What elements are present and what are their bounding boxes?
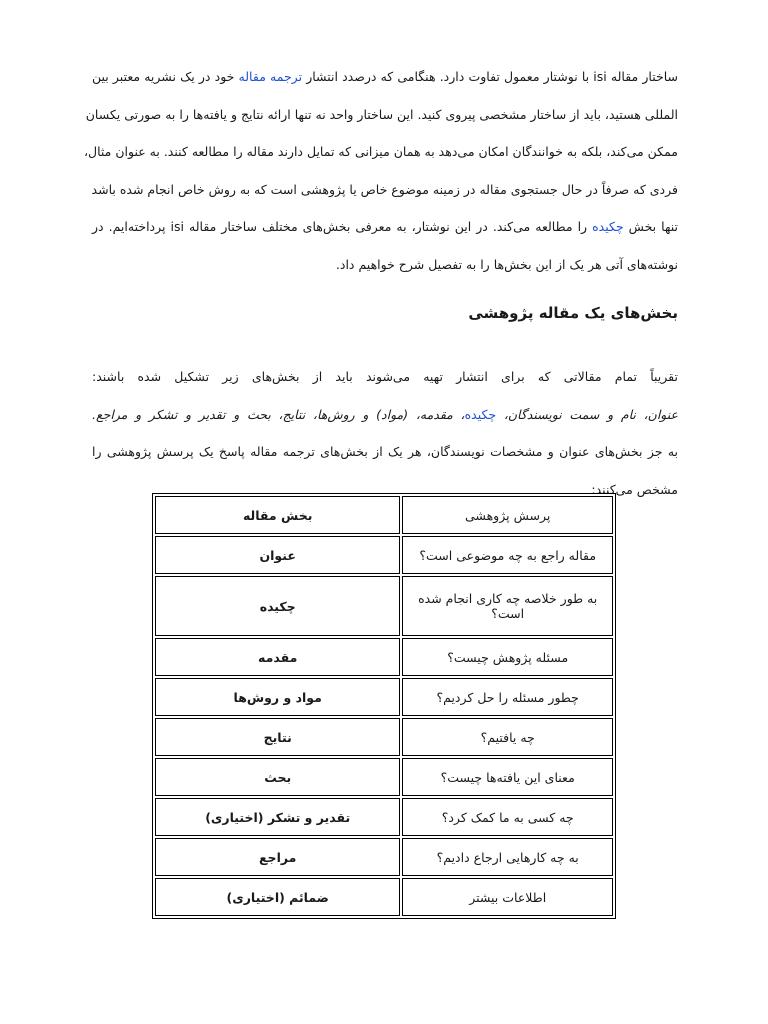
text-run: عنوان، نام و سمت نویسندگان، — [496, 406, 678, 422]
text-line — [92, 171, 678, 209]
text-line — [92, 58, 678, 96]
inline-link[interactable]: چکیده — [464, 406, 497, 422]
text-run: تقریباً تمام مقالاتی که برای انتشار تهیه می‌شوند باید از بخش‌های زیر تشکیل شده باشند: — [92, 369, 678, 384]
text-run: ممکن می‌کند، بلکه به خوانندگان امکان می‌دهد به همان میزانی که تمایل دارند مقاله را مطالعه کنند. به عنوان مثال، — [83, 144, 678, 159]
text-run: ، مقدمه، (مواد) و روش‌ها، نتایج، بحث و تقدیر و تشکر و مراجع. — [92, 406, 465, 422]
text-run: پرداخته‌ایم. در — [92, 219, 171, 234]
sections-table — [152, 493, 616, 919]
question-cell: مسئله پژوهش چیست؟ — [402, 638, 613, 676]
inline-link[interactable]: چکیده — [592, 219, 624, 234]
isi-term: isi — [170, 219, 184, 234]
table-row — [155, 536, 613, 574]
text-run: به جز بخش‌های عنوان و مشخصات نویسندگان، هر یک از بخش‌های ترجمه مقاله پاسخ یک پرسش پژوهشی را — [92, 444, 678, 459]
intro-paragraph — [83, 58, 678, 283]
text-run: فردی که صرفاً در حال جستجوی مقاله در زمینه موضوع خاص یا پژوهشی است که به روش خاص انجام شده باشد — [91, 181, 678, 197]
section-cell: ضمائم (اختیاری) — [155, 878, 400, 916]
text-line — [92, 396, 678, 434]
text-line — [83, 133, 678, 171]
table-header-row — [155, 496, 613, 534]
text-run: تنها بخش — [623, 219, 678, 234]
section-cell: بحث — [155, 758, 400, 796]
question-cell: چه کسی به ما کمک کرد؟ — [402, 798, 613, 836]
question-cell: به طور خلاصه چه کاری انجام شده است؟ — [402, 576, 613, 636]
question-cell: چطور مسئله را حل کردیم؟ — [402, 678, 613, 716]
question-cell: چه یافتیم؟ — [402, 718, 613, 756]
question-cell: مقاله راجع به چه موضوعی است؟ — [402, 536, 613, 574]
text-line — [92, 246, 678, 284]
sections-paragraph — [92, 358, 678, 508]
header-section-cell: بخش مقاله — [155, 496, 400, 534]
question-cell: معنای این یافته‌ها چیست؟ — [402, 758, 613, 796]
section-cell: مقدمه — [155, 638, 400, 676]
text-run: ساختار مقاله — [606, 69, 678, 84]
section-cell: مواد و روش‌ها — [155, 678, 400, 716]
text-run: المللی هستید، باید از ساختار مشخصی پیروی کنید. این ساختار واحد نه تنها ارائه نتایج و یافته‌ها را به صورتی یکسان — [85, 106, 678, 122]
table-row — [155, 718, 613, 756]
question-cell: به چه کارهایی ارجاع دادیم؟ — [402, 838, 613, 876]
table-row — [155, 798, 613, 836]
table-row — [155, 678, 613, 716]
text-run: نوشته‌های آتی هر یک از این بخش‌ها را به تفصیل شرح خواهیم داد. — [335, 256, 678, 272]
text-line — [92, 358, 678, 396]
section-cell: چکیده — [155, 576, 400, 636]
text-line — [85, 96, 678, 134]
text-run: مشخص می‌کنند: — [591, 481, 678, 497]
header-question-cell: پرسش پژوهشی — [402, 496, 613, 534]
question-cell: اطلاعات بیشتر — [402, 878, 613, 916]
table-row — [155, 758, 613, 796]
section-cell: تقدیر و تشکر (اختیاری) — [155, 798, 400, 836]
text-run: را مطالعه می‌کند. در این نوشتار، به معرفی بخش‌های مختلف ساختار مقاله — [184, 219, 593, 234]
text-line — [92, 208, 678, 246]
section-cell: مراجع — [155, 838, 400, 876]
text-run: با نوشتار معمول تفاوت دارد. هنگامی که درصدد انتشار — [302, 69, 594, 84]
inline-link[interactable]: ترجمه مقاله — [238, 69, 303, 84]
table-row — [155, 838, 613, 876]
text-line — [92, 433, 678, 471]
table-row — [155, 638, 613, 676]
section-heading: بخش‌های یک مقاله پژوهشی — [468, 304, 678, 322]
text-run: خود در یک نشریه معتبر بین — [92, 69, 239, 84]
section-cell: نتایج — [155, 718, 400, 756]
isi-term: isi — [593, 69, 607, 84]
section-cell: عنوان — [155, 536, 400, 574]
table-row — [155, 878, 613, 916]
table-row — [155, 576, 613, 636]
